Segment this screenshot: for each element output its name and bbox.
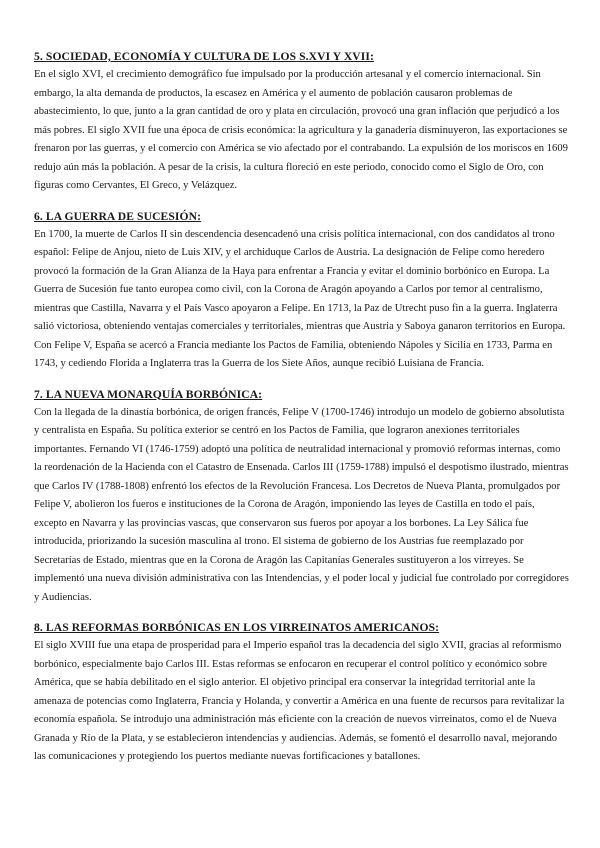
section-title: 7. LA NUEVA MONARQUÍA BORBÓNICA:	[34, 387, 263, 401]
section-bourbon-reforms-america	[34, 621, 570, 767]
section-body: En el siglo XVI, el crecimiento demográfico fue impulsado por la producción artesanal y el comercio internacional. Sin embargo, la alta demanda de productos, la escasez en América y el aumento de población causaron problemas de abastecimiento, lo que, junto a la gran cantidad de oro y plata en circulación, provocó una gran inflación que perjudicó a los más pobres. El siglo XVII fue una época de crisis económica: la agricultura y la ganadería disminuyeron, las exportaciones se frenaron por las guerras, y el comercio con América se vio afectado por el contrabando. La expulsión de los moriscos en 1609 redujo aún más la población. A pesar de la crisis, la cultura floreció en este periodo, conocido como el Siglo de Oro, con figuras como Cervantes, El Greco, y Velázquez.	[34, 69, 568, 191]
section-title: 6. LA GUERRA DE SUCESIÓN:	[34, 209, 202, 223]
section-body: En 1700, la muerte de Carlos II sin descendencia desencadenó una crisis política internacional, con dos candidatos al trono español: Felipe de Anjou, nieto de Luis XIV, y el archiduque Carlos de Austria. La designación de Felipe como heredero provocó la formación de la Gran Alianza de la Haya para enfrentar a Francia y evitar el dominio borbónico en Europa. La Guerra de Sucesión fue tanto europea como civil, con la Corona de Aragón apoyando a Carlos por temor al centralismo, mientras que Castilla, Navarra y el País Vasco apoyaron a Felipe. En 1713, la Paz de Utrecht puso fin a la guerra. Inglaterra salió victoriosa, obteniendo ventajas comerciales y territoriales, mientras que Austria y Saboya ganaron territorios en Europa. Con Felipe V, España se acercó a Francia mediante los Pactos de Familia, obteniendo Nápoles y Sicilia en 1733, Parma en 1743, y cediendo Florida a Inglaterra tras la Guerra de los Siete Años, aunque recibió Luisiana de Francia.	[34, 228, 566, 369]
section-bourbon-monarchy	[34, 388, 570, 608]
section-title: 5. SOCIEDAD, ECONOMÍA Y CULTURA DE LOS S.XVI Y XVII:	[34, 50, 374, 63]
section-succession-war	[34, 210, 570, 374]
section-body: El siglo XVIII fue una etapa de prosperidad para el Imperio español tras la decadencia del siglo XVII, gracias al reformismo borbónico, especialmente bajo Carlos III. Estas reformas se enfocaron en recuperar el control político y económico sobre América, que se había debilitado en el siglo anterior. El objetivo principal era conservar la integridad territorial ante la amenaza de potencias como Inglaterra, Francia y Holanda, y convertir a América en una fuente de recursos para revitalizar la economía española. Se introdujo una administración más eficiente con la creación de nuevos virreinatos, como el de Nueva Granada y Río de la Plata, y se establecieron intendencias y audiencias. Además, se fomentó el desarrollo naval, mejorando las comunicaciones y protegiendo los puertos mediante nuevas fortificaciones y batallones.	[34, 640, 565, 762]
section-title: 8. LAS REFORMAS BORBÓNICAS EN LOS VIRREINATOS AMERICANOS:	[34, 621, 440, 634]
section-society-economy-culture	[34, 50, 570, 196]
section-body: Con la llegada de la dinastía borbónica, de origen francés, Felipe V (1700-1746) introdujo un modelo de gobierno absolutista y centralista en España. Su política exterior se centró en los Pactos de Familia, que lograron anexiones territoriales importantes. Fernando VI (1746-1759) adoptó una política de neutralidad internacional y promovió reformas internas, como la reordenación de la Hacienda con el Catastro de Ensenada. Carlos III (1759-1788) impulsó el despotismo ilustrado, mientras que Carlos IV (1788-1808) enfrentó los efectos de la Revolución Francesa. Los Decretos de Nueva Planta, promulgados por Felipe V, abolieron los fueros e instituciones de la Corona de Aragón, imponiendo las leyes de Castilla en todo el país, excepto en Navarra y las provincias vascas, que conservaron sus fueros por apoyar a los borbones. La Ley Sálica fue introducida, priorizando la sucesión masculina al trono. El sistema de gobierno de los Austrias fue reemplazado por Secretarías de Estado, mientras que en la Corona de Aragón las Capitanías Generales sustituyeron a los virreyes. Se implementó una nueva división administrativa con las Intendencias, y el poder local y judicial fue controlado por corregidores y Audiencias.	[34, 406, 569, 603]
document-page	[34, 50, 570, 781]
